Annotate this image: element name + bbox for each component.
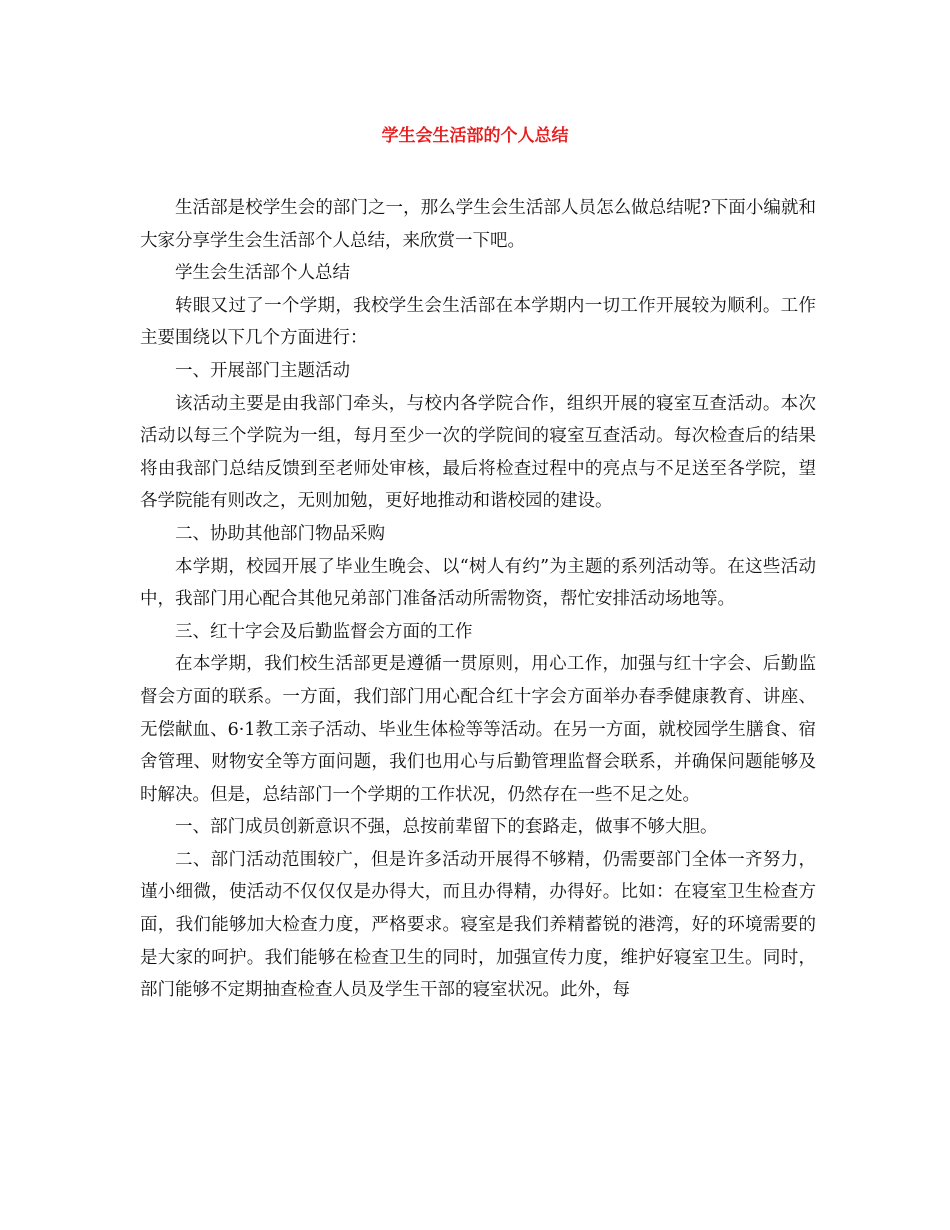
section-heading: 一、开展部门主题活动 <box>175 360 350 381</box>
list-item: 二、部门活动范围较广，但是许多活动开展得不够精，仍需要部门全体一齐努力，谨小细微，使活动不仅仅仅是办得大，而且办得精，办得好。比如：在寝室卫生检查方面，我们能够加大检查力度，严格要求。寝室是我们养精蓄锐的港湾，好的环境需要的是大家的呵护。我们能够在检查卫生的同时，加强宣传力度，维护好寝室卫生。同时，部门能够不定期抽查检查人员及学生干部的寝室状况。此外，每 <box>140 849 816 1001</box>
body-paragraph: 转眼又过了一个学期，我校学生会生活部在本学期内一切工作开展较为顺利。工作主要围绕以下几个方面进行： <box>140 295 816 349</box>
document-body <box>140 192 816 1007</box>
section-heading: 二、协助其他部门物品采购 <box>175 523 385 544</box>
body-paragraph: 本学期，校园开展了毕业生晚会、以“树人有约”为主题的系列活动等。在这些活动中，我部门用心配合其他兄弟部门准备活动所需物资，帮忙安排活动场地等。 <box>140 556 816 610</box>
body-paragraph: 在本学期，我们校生活部更是遵循一贯原则，用心工作，加强与红十字会、后勤监督会方面的联系。一方面，我们部门用心配合红十字会方面举办春季健康教育、讲座、无偿献血、6·1教工亲子活动、毕业生体检等等活动。在另一方面，就校园学生膳食、宿舍管理、财物安全等方面问题，我们也用心与后勤管理监督会联系，并确保问题能够及时解决。但是，总结部门一个学期的工作状况，仍然存在一些不足之处。 <box>140 654 816 805</box>
body-paragraph: 该活动主要是由我部门牵头，与校内各学院合作，组织开展的寝室互查活动。本次活动以每三个学院为一组，每月至少一次的学院间的寝室互查活动。每次检查后的结果将由我部门总结反馈到至老师处审核，最后将检查过程中的亮点与不足送至各学院，望各学院能有则改之，无则加勉，更好地推动和谐校园的建设。 <box>140 393 816 512</box>
document-title: 学生会生活部的个人总结 <box>381 126 569 146</box>
intro-paragraph: 生活部是校学生会的部门之一，那么学生会生活部人员怎么做总结呢?下面小编就和大家分享学生会生活部个人总结，来欣赏一下吧。 <box>140 198 816 251</box>
section-heading: 三、红十字会及后勤监督会方面的工作 <box>175 621 473 642</box>
list-item: 一、部门成员创新意识不强，总按前辈留下的套路走，做事不够大胆。 <box>175 817 718 838</box>
section-heading: 学生会生活部个人总结 <box>175 263 350 284</box>
